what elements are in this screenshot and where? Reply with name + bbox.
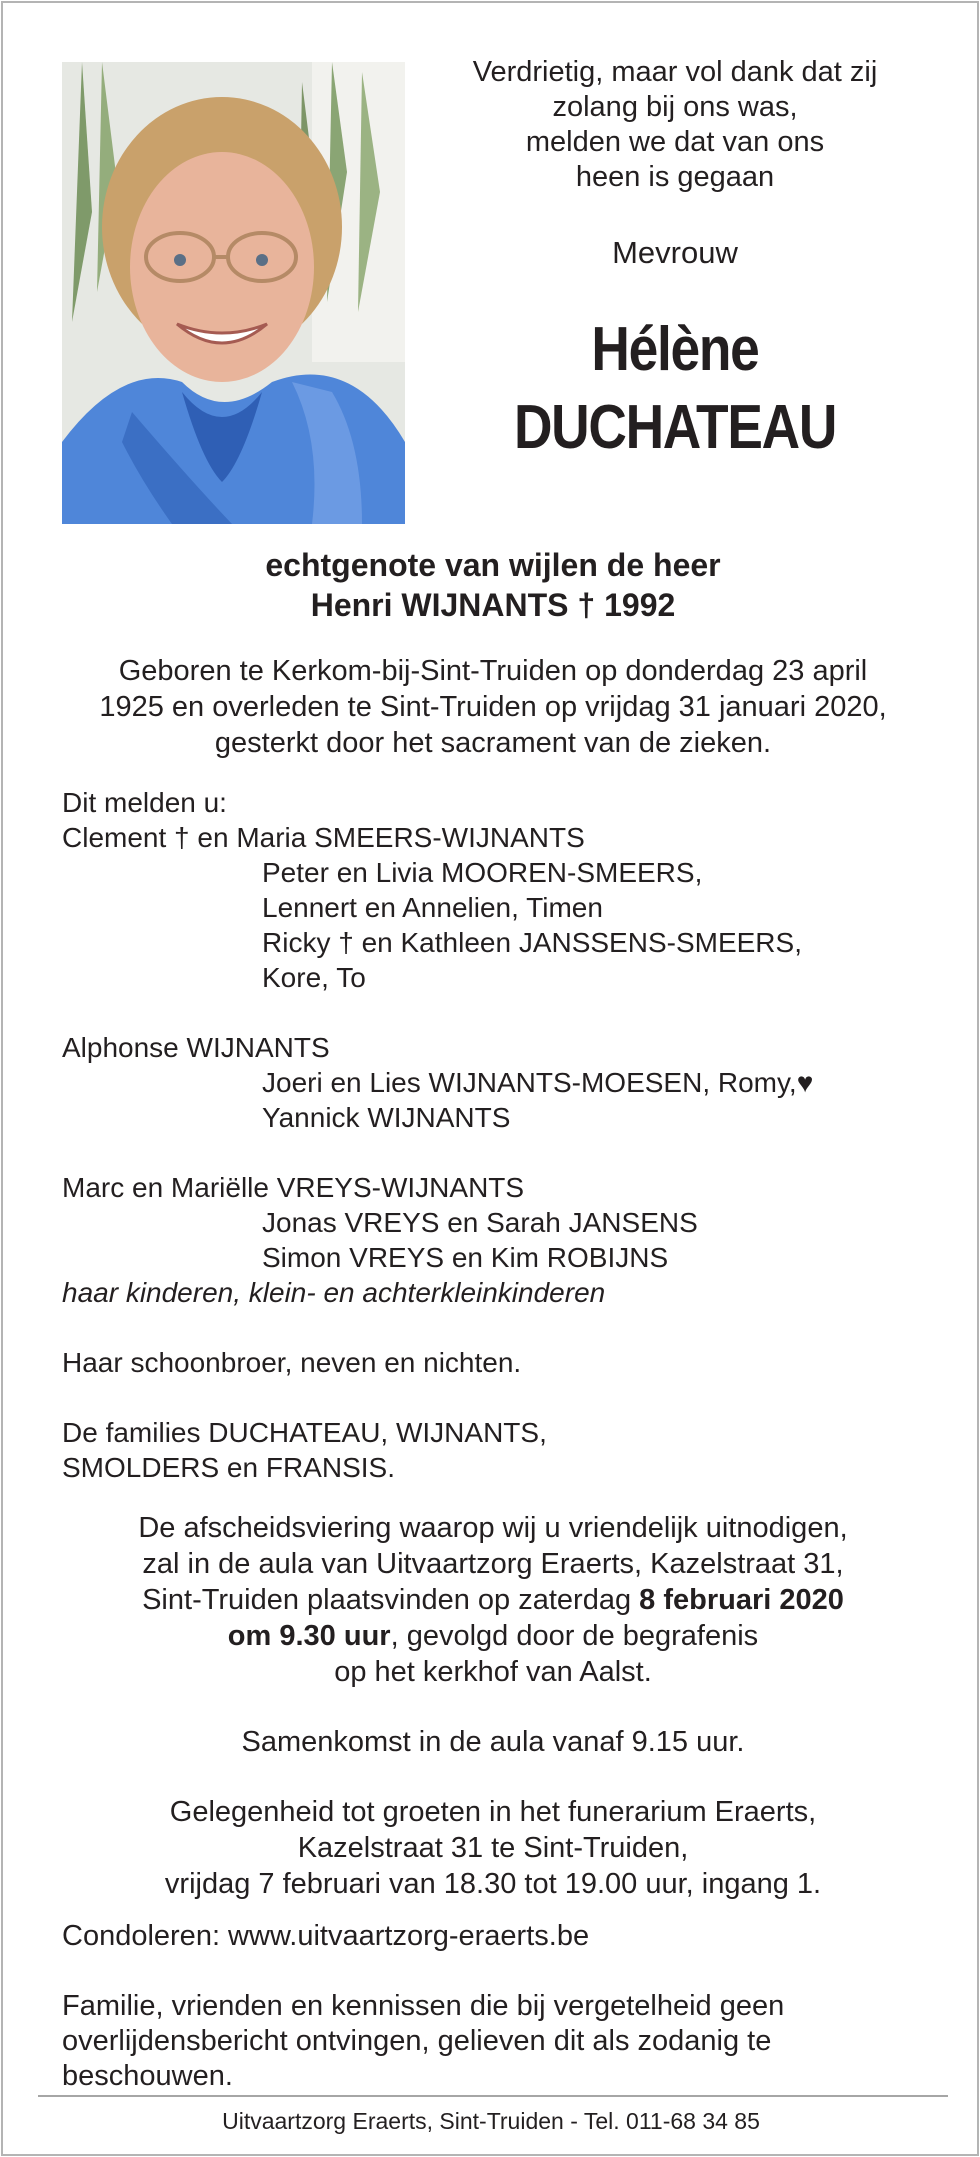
first-name: Hélène xyxy=(591,315,759,384)
condolences-link[interactable]: Condoleren: www.uitvaartzorg-eraerts.be xyxy=(62,1920,590,1952)
children-note: haar kinderen, klein- en achterkleinkinderen xyxy=(62,1277,606,1308)
family-member: Kore, To xyxy=(262,962,366,993)
family-head: Clement † en Maria SMEERS-WIJNANTS xyxy=(62,822,585,853)
intro-line: heen is gegaan xyxy=(575,161,775,193)
service-time: om 9.30 uur xyxy=(227,1620,391,1652)
spouse-line: Henri WIJNANTS † 1992 xyxy=(310,587,676,623)
inlaws-line: Haar schoonbroer, neven en nichten. xyxy=(62,1347,522,1378)
family-member: Ricky † en Kathleen JANSSENS-SMEERS, xyxy=(262,927,802,958)
funeral-service-info xyxy=(43,1510,943,1902)
portrait-photo xyxy=(62,62,405,524)
intro-line: melden we dat van ons xyxy=(525,126,825,158)
born-line: 1925 en overleden te Sint-Truiden op vrijdag 31 januari 2020, xyxy=(99,691,887,723)
family-list xyxy=(62,785,942,1485)
visit-line: Gelegenheid tot groeten in het funerarium Eraerts, xyxy=(169,1796,817,1828)
notice-line: overlijdensbericht ontvingen, gelieven dit als zodanig te xyxy=(62,2025,772,2057)
obituary-card xyxy=(1,1,979,2156)
intro-text xyxy=(435,55,915,195)
notice-line: Familie, vrienden en kennissen die bij vergetelheid geen xyxy=(62,1990,785,2022)
service-line: op het kerkhof van Aalst. xyxy=(334,1656,652,1688)
families-line: SMOLDERS en FRANSIS. xyxy=(62,1452,395,1483)
portrait-illustration xyxy=(62,62,405,524)
service-line xyxy=(43,1582,943,1618)
families-line: De families DUCHATEAU, WIJNANTS, xyxy=(62,1417,547,1448)
family-member: Peter en Livia MOOREN-SMEERS, xyxy=(262,857,703,888)
footer-divider xyxy=(38,2095,948,2097)
spouse-line: echtgenote van wijlen de heer xyxy=(265,547,721,583)
visit-line: Kazelstraat 31 te Sint-Truiden, xyxy=(297,1832,689,1864)
family-intro: Dit melden u: xyxy=(62,787,227,818)
deceased-name xyxy=(435,311,915,467)
intro-line: zolang bij ons was, xyxy=(552,91,798,123)
notice-line: beschouwen. xyxy=(62,2060,233,2092)
born-line: Geboren te Kerkom-bij-Sint-Truiden op donderdag 23 april xyxy=(118,655,868,687)
family-head: Alphonse WIJNANTS xyxy=(62,1032,330,1063)
born-line: gesterkt door het sacrament van de zieken. xyxy=(214,727,772,759)
service-text: Sint-Truiden plaatsvinden op zaterdag xyxy=(142,1584,640,1616)
service-line xyxy=(43,1618,943,1654)
intro-line: Verdrietig, maar vol dank dat zij xyxy=(472,56,878,88)
service-date: 8 februari 2020 xyxy=(639,1584,844,1616)
family-member: Yannick WIJNANTS xyxy=(262,1102,511,1133)
footer-text: Uitvaartzorg Eraerts, Sint-Truiden - Tel. 011-68 34 85 xyxy=(222,2108,760,2134)
condolence-section xyxy=(62,1919,942,2094)
spouse-info xyxy=(63,545,923,625)
visit-line: vrijdag 7 februari van 18.30 tot 19.00 uur, ingang 1. xyxy=(164,1868,822,1900)
honorific: Mevrouw xyxy=(612,235,738,270)
last-name: DUCHATEAU xyxy=(513,393,837,462)
family-member: Lennert en Annelien, Timen xyxy=(262,892,603,923)
family-member: Jonas VREYS en Sarah JANSENS xyxy=(262,1207,698,1238)
family-head: Marc en Mariëlle VREYS-WIJNANTS xyxy=(62,1172,525,1203)
family-member: Simon VREYS en Kim ROBIJNS xyxy=(262,1242,669,1273)
birth-death-info xyxy=(43,653,943,761)
service-text: , gevolgd door de begrafenis xyxy=(390,1620,759,1652)
family-member: Joeri en Lies WIJNANTS-MOESEN, Romy,♥ xyxy=(262,1067,814,1098)
gathering-line: Samenkomst in de aula vanaf 9.15 uur. xyxy=(241,1726,745,1758)
service-line: zal in de aula van Uitvaartzorg Eraerts, Kazelstraat 31, xyxy=(142,1548,844,1580)
service-line: De afscheidsviering waarop wij u vriendelijk uitnodigen, xyxy=(138,1512,848,1544)
